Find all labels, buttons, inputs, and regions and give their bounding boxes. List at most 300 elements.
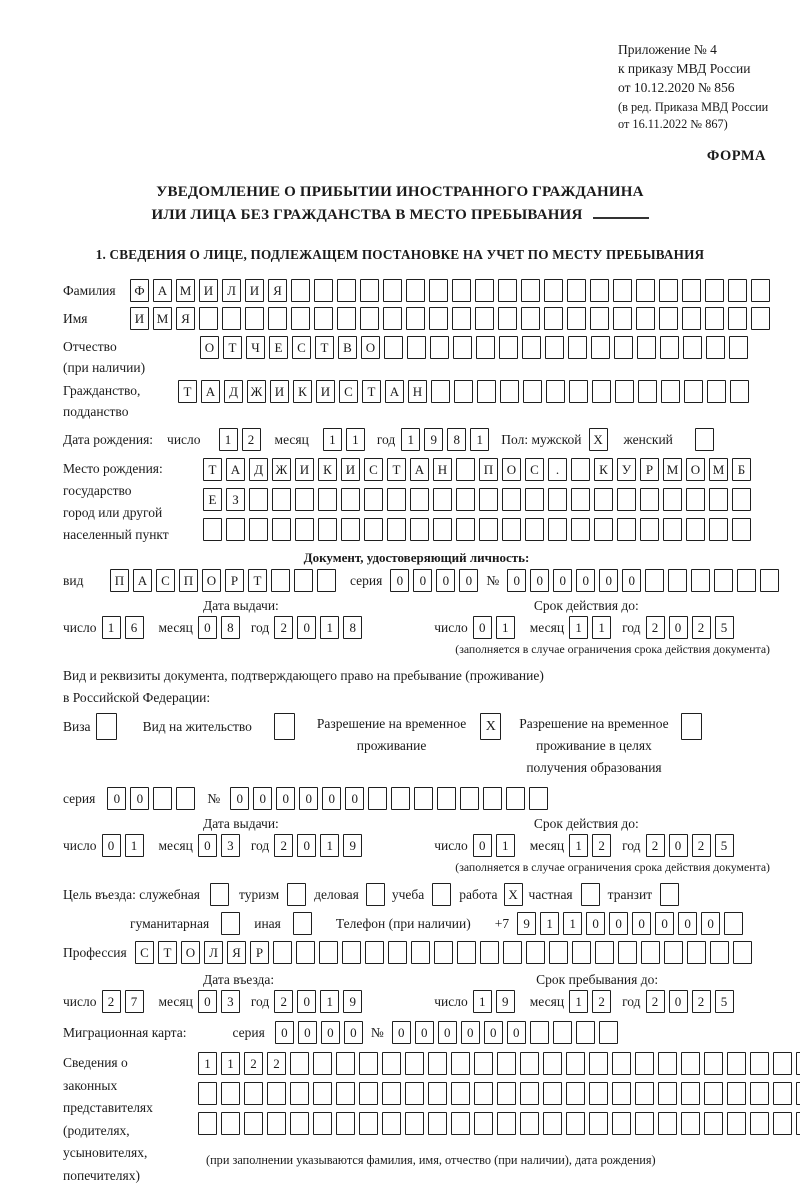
form-cell[interactable] <box>686 488 705 511</box>
form-cell[interactable] <box>290 1082 309 1105</box>
form-cell[interactable]: С <box>156 569 175 592</box>
form-cell[interactable]: О <box>202 569 221 592</box>
checkbox-cell[interactable] <box>274 713 295 740</box>
form-cell[interactable]: 0 <box>669 834 688 857</box>
form-cell[interactable] <box>290 1112 309 1135</box>
form-cell[interactable]: 0 <box>392 1021 411 1044</box>
form-cell[interactable] <box>750 1112 769 1135</box>
form-cell[interactable] <box>502 488 521 511</box>
form-cell[interactable] <box>522 336 541 359</box>
form-cell[interactable] <box>476 336 495 359</box>
form-cell[interactable] <box>198 1082 217 1105</box>
form-cell[interactable] <box>457 941 476 964</box>
form-cell[interactable]: К <box>594 458 613 481</box>
form-cell[interactable]: К <box>293 380 312 403</box>
form-cell[interactable] <box>221 1082 240 1105</box>
form-cell[interactable]: 2 <box>592 834 611 857</box>
form-cell[interactable] <box>451 1052 470 1075</box>
form-cell[interactable] <box>760 569 779 592</box>
form-cell[interactable]: 2 <box>692 990 711 1013</box>
form-cell[interactable] <box>456 488 475 511</box>
form-cell[interactable] <box>433 518 452 541</box>
form-cell[interactable]: Н <box>433 458 452 481</box>
form-cell[interactable] <box>388 941 407 964</box>
form-cell[interactable]: 5 <box>715 616 734 639</box>
form-cell[interactable] <box>615 380 634 403</box>
form-cell[interactable] <box>364 518 383 541</box>
form-cell[interactable] <box>543 1112 562 1135</box>
form-cell[interactable]: 0 <box>459 569 478 592</box>
form-cell[interactable]: 0 <box>701 912 720 935</box>
form-cell[interactable] <box>431 380 450 403</box>
form-cell[interactable] <box>273 941 292 964</box>
form-cell[interactable]: 0 <box>436 569 455 592</box>
form-cell[interactable] <box>704 1052 723 1075</box>
form-cell[interactable]: 8 <box>447 428 466 451</box>
form-cell[interactable] <box>245 307 264 330</box>
form-cell[interactable] <box>336 1082 355 1105</box>
form-cell[interactable] <box>359 1112 378 1135</box>
form-cell[interactable] <box>618 941 637 964</box>
form-cell[interactable] <box>521 307 540 330</box>
form-cell[interactable] <box>750 1052 769 1075</box>
form-cell[interactable] <box>714 569 733 592</box>
form-cell[interactable] <box>567 307 586 330</box>
form-cell[interactable]: 1 <box>323 428 342 451</box>
form-cell[interactable] <box>336 1112 355 1135</box>
form-cell[interactable] <box>709 488 728 511</box>
form-cell[interactable] <box>567 279 586 302</box>
form-cell[interactable]: 0 <box>299 787 318 810</box>
form-cell[interactable] <box>341 488 360 511</box>
form-cell[interactable] <box>686 518 705 541</box>
form-cell[interactable] <box>589 1112 608 1135</box>
form-cell[interactable] <box>198 1112 217 1135</box>
form-cell[interactable]: П <box>110 569 129 592</box>
form-cell[interactable]: 0 <box>322 787 341 810</box>
form-cell[interactable]: П <box>479 458 498 481</box>
form-cell[interactable]: Д <box>249 458 268 481</box>
form-cell[interactable] <box>365 941 384 964</box>
form-cell[interactable]: 0 <box>230 787 249 810</box>
form-cell[interactable] <box>383 279 402 302</box>
form-cell[interactable] <box>733 941 752 964</box>
form-cell[interactable] <box>499 336 518 359</box>
form-cell[interactable]: 0 <box>321 1021 340 1044</box>
form-cell[interactable]: 2 <box>244 1052 263 1075</box>
form-cell[interactable] <box>637 336 656 359</box>
form-cell[interactable] <box>545 336 564 359</box>
form-cell[interactable]: О <box>181 941 200 964</box>
form-cell[interactable] <box>498 279 517 302</box>
form-cell[interactable]: 2 <box>274 990 293 1013</box>
form-cell[interactable] <box>456 518 475 541</box>
form-cell[interactable] <box>452 307 471 330</box>
form-cell[interactable]: 1 <box>198 1052 217 1075</box>
form-cell[interactable]: 0 <box>297 616 316 639</box>
form-cell[interactable]: С <box>364 458 383 481</box>
form-cell[interactable] <box>456 458 475 481</box>
form-cell[interactable]: Ж <box>247 380 266 403</box>
form-cell[interactable] <box>520 1082 539 1105</box>
form-cell[interactable] <box>683 336 702 359</box>
form-cell[interactable] <box>659 307 678 330</box>
form-cell[interactable] <box>405 1052 424 1075</box>
form-cell[interactable] <box>318 518 337 541</box>
form-cell[interactable]: О <box>361 336 380 359</box>
form-cell[interactable] <box>483 787 502 810</box>
form-cell[interactable] <box>569 380 588 403</box>
form-cell[interactable]: И <box>295 458 314 481</box>
form-cell[interactable] <box>244 1082 263 1105</box>
form-cell[interactable]: 0 <box>390 569 409 592</box>
form-cell[interactable]: 2 <box>692 616 711 639</box>
form-cell[interactable] <box>613 279 632 302</box>
checkbox-cell[interactable] <box>366 883 385 906</box>
form-cell[interactable]: У <box>617 458 636 481</box>
form-cell[interactable] <box>382 1112 401 1135</box>
form-cell[interactable]: 2 <box>646 834 665 857</box>
form-cell[interactable] <box>368 787 387 810</box>
form-cell[interactable] <box>405 1112 424 1135</box>
form-cell[interactable] <box>475 279 494 302</box>
form-cell[interactable]: 1 <box>401 428 420 451</box>
form-cell[interactable] <box>704 1082 723 1105</box>
form-cell[interactable] <box>497 1082 516 1105</box>
form-cell[interactable] <box>710 941 729 964</box>
form-cell[interactable] <box>661 380 680 403</box>
form-cell[interactable]: 0 <box>622 569 641 592</box>
form-cell[interactable] <box>612 1112 631 1135</box>
form-cell[interactable]: Р <box>225 569 244 592</box>
form-cell[interactable] <box>590 307 609 330</box>
form-cell[interactable]: 1 <box>569 834 588 857</box>
form-cell[interactable] <box>681 1112 700 1135</box>
form-cell[interactable]: 0 <box>297 990 316 1013</box>
form-cell[interactable] <box>271 569 290 592</box>
form-cell[interactable] <box>359 1052 378 1075</box>
form-cell[interactable]: 1 <box>470 428 489 451</box>
form-cell[interactable]: 1 <box>496 616 515 639</box>
form-cell[interactable] <box>553 1021 572 1044</box>
form-cell[interactable] <box>521 279 540 302</box>
form-cell[interactable] <box>296 941 315 964</box>
form-cell[interactable] <box>571 458 590 481</box>
form-cell[interactable] <box>750 1082 769 1105</box>
form-cell[interactable]: Л <box>222 279 241 302</box>
form-cell[interactable]: 2 <box>592 990 611 1013</box>
form-cell[interactable] <box>566 1082 585 1105</box>
form-cell[interactable] <box>548 488 567 511</box>
form-cell[interactable]: 0 <box>484 1021 503 1044</box>
form-cell[interactable] <box>592 380 611 403</box>
form-cell[interactable] <box>313 1052 332 1075</box>
form-cell[interactable] <box>295 518 314 541</box>
form-cell[interactable]: М <box>709 458 728 481</box>
form-cell[interactable]: И <box>245 279 264 302</box>
form-cell[interactable] <box>691 569 710 592</box>
form-cell[interactable]: Р <box>640 458 659 481</box>
form-cell[interactable] <box>360 307 379 330</box>
checkbox-cell[interactable] <box>293 912 312 935</box>
form-cell[interactable]: А <box>153 279 172 302</box>
form-cell[interactable] <box>530 1021 549 1044</box>
form-cell[interactable]: 1 <box>473 990 492 1013</box>
form-cell[interactable]: 0 <box>599 569 618 592</box>
form-cell[interactable] <box>546 380 565 403</box>
form-cell[interactable]: Е <box>203 488 222 511</box>
form-cell[interactable]: С <box>339 380 358 403</box>
form-cell[interactable] <box>645 569 664 592</box>
form-cell[interactable] <box>612 1082 631 1105</box>
form-cell[interactable]: 1 <box>102 616 121 639</box>
form-cell[interactable] <box>681 1082 700 1105</box>
form-cell[interactable]: Я <box>268 279 287 302</box>
form-cell[interactable]: 1 <box>563 912 582 935</box>
form-cell[interactable]: М <box>153 307 172 330</box>
form-cell[interactable] <box>318 488 337 511</box>
form-cell[interactable] <box>337 279 356 302</box>
form-cell[interactable]: 8 <box>221 616 240 639</box>
form-cell[interactable]: 0 <box>473 616 492 639</box>
form-cell[interactable] <box>295 488 314 511</box>
form-cell[interactable] <box>336 1052 355 1075</box>
form-cell[interactable]: Р <box>250 941 269 964</box>
form-cell[interactable]: А <box>226 458 245 481</box>
form-cell[interactable] <box>707 380 726 403</box>
form-cell[interactable]: 0 <box>107 787 126 810</box>
form-cell[interactable]: Т <box>248 569 267 592</box>
form-cell[interactable]: 1 <box>221 1052 240 1075</box>
form-cell[interactable] <box>506 787 525 810</box>
form-cell[interactable]: 1 <box>320 616 339 639</box>
form-cell[interactable] <box>663 518 682 541</box>
form-cell[interactable] <box>705 279 724 302</box>
form-cell[interactable]: 0 <box>253 787 272 810</box>
form-cell[interactable]: О <box>502 458 521 481</box>
form-cell[interactable]: В <box>338 336 357 359</box>
form-cell[interactable]: Ф <box>130 279 149 302</box>
form-cell[interactable]: Н <box>408 380 427 403</box>
form-cell[interactable]: 5 <box>715 834 734 857</box>
checkbox-cell[interactable] <box>221 912 240 935</box>
form-cell[interactable] <box>337 307 356 330</box>
form-cell[interactable] <box>727 1052 746 1075</box>
form-cell[interactable] <box>267 1112 286 1135</box>
form-cell[interactable] <box>453 336 472 359</box>
form-cell[interactable]: 1 <box>569 990 588 1013</box>
form-cell[interactable]: М <box>663 458 682 481</box>
form-cell[interactable] <box>294 569 313 592</box>
checkbox-cell[interactable]: X <box>504 883 523 906</box>
form-cell[interactable] <box>474 1082 493 1105</box>
form-cell[interactable] <box>272 488 291 511</box>
form-cell[interactable]: Т <box>315 336 334 359</box>
form-cell[interactable]: Т <box>223 336 242 359</box>
form-cell[interactable] <box>383 307 402 330</box>
form-cell[interactable] <box>636 307 655 330</box>
form-cell[interactable] <box>479 488 498 511</box>
form-cell[interactable] <box>411 941 430 964</box>
form-cell[interactable]: 0 <box>553 569 572 592</box>
form-cell[interactable]: 0 <box>655 912 674 935</box>
form-cell[interactable]: 0 <box>102 834 121 857</box>
form-cell[interactable] <box>638 380 657 403</box>
form-cell[interactable] <box>410 488 429 511</box>
form-cell[interactable] <box>635 1082 654 1105</box>
form-cell[interactable]: 0 <box>507 1021 526 1044</box>
form-cell[interactable]: 1 <box>540 912 559 935</box>
form-cell[interactable] <box>640 488 659 511</box>
form-cell[interactable] <box>291 307 310 330</box>
form-cell[interactable] <box>617 518 636 541</box>
form-cell[interactable] <box>658 1112 677 1135</box>
form-cell[interactable]: 2 <box>646 990 665 1013</box>
form-cell[interactable]: 3 <box>221 834 240 857</box>
form-cell[interactable] <box>566 1052 585 1075</box>
form-cell[interactable] <box>687 941 706 964</box>
form-cell[interactable] <box>290 1052 309 1075</box>
form-cell[interactable] <box>317 569 336 592</box>
form-cell[interactable] <box>342 941 361 964</box>
form-cell[interactable] <box>314 279 333 302</box>
form-cell[interactable] <box>704 1112 723 1135</box>
form-cell[interactable] <box>684 380 703 403</box>
form-cell[interactable] <box>599 1021 618 1044</box>
form-cell[interactable]: И <box>270 380 289 403</box>
form-cell[interactable]: 1 <box>125 834 144 857</box>
form-cell[interactable] <box>405 1082 424 1105</box>
form-cell[interactable]: А <box>385 380 404 403</box>
form-cell[interactable] <box>728 307 747 330</box>
form-cell[interactable] <box>773 1052 792 1075</box>
form-cell[interactable] <box>571 488 590 511</box>
form-cell[interactable]: 0 <box>413 569 432 592</box>
form-cell[interactable] <box>613 307 632 330</box>
form-cell[interactable] <box>705 307 724 330</box>
form-cell[interactable] <box>244 1112 263 1135</box>
form-cell[interactable] <box>590 279 609 302</box>
form-cell[interactable]: 0 <box>438 1021 457 1044</box>
form-cell[interactable] <box>796 1082 800 1105</box>
form-cell[interactable] <box>664 941 683 964</box>
form-cell[interactable] <box>732 518 751 541</box>
form-cell[interactable] <box>566 1112 585 1135</box>
form-cell[interactable] <box>313 1112 332 1135</box>
form-cell[interactable] <box>454 380 473 403</box>
form-cell[interactable] <box>268 307 287 330</box>
form-cell[interactable] <box>727 1082 746 1105</box>
form-cell[interactable] <box>502 518 521 541</box>
form-cell[interactable] <box>387 518 406 541</box>
form-cell[interactable]: 0 <box>632 912 651 935</box>
form-cell[interactable] <box>529 787 548 810</box>
form-cell[interactable]: Ч <box>246 336 265 359</box>
form-cell[interactable]: 5 <box>715 990 734 1013</box>
form-cell[interactable] <box>796 1112 800 1135</box>
form-cell[interactable]: 2 <box>274 616 293 639</box>
form-cell[interactable] <box>291 279 310 302</box>
form-cell[interactable] <box>737 569 756 592</box>
form-cell[interactable] <box>709 518 728 541</box>
form-cell[interactable] <box>410 518 429 541</box>
form-cell[interactable] <box>503 941 522 964</box>
form-cell[interactable] <box>543 1082 562 1105</box>
checkbox-cell[interactable] <box>681 713 702 740</box>
form-cell[interactable]: 9 <box>496 990 515 1013</box>
form-cell[interactable] <box>525 518 544 541</box>
form-cell[interactable] <box>407 336 426 359</box>
form-cell[interactable]: 0 <box>130 787 149 810</box>
form-cell[interactable]: О <box>686 458 705 481</box>
form-cell[interactable]: 2 <box>102 990 121 1013</box>
form-cell[interactable] <box>706 336 725 359</box>
form-cell[interactable] <box>384 336 403 359</box>
form-cell[interactable]: Т <box>158 941 177 964</box>
form-cell[interactable]: И <box>316 380 335 403</box>
form-cell[interactable] <box>682 279 701 302</box>
form-cell[interactable]: А <box>133 569 152 592</box>
form-cell[interactable] <box>635 1052 654 1075</box>
form-cell[interactable]: П <box>179 569 198 592</box>
form-cell[interactable]: О <box>200 336 219 359</box>
form-cell[interactable] <box>663 488 682 511</box>
form-cell[interactable]: 3 <box>221 990 240 1013</box>
form-cell[interactable] <box>525 488 544 511</box>
form-cell[interactable] <box>272 518 291 541</box>
form-cell[interactable] <box>612 1052 631 1075</box>
form-cell[interactable] <box>548 518 567 541</box>
form-cell[interactable]: 0 <box>198 990 217 1013</box>
form-cell[interactable] <box>591 336 610 359</box>
form-cell[interactable] <box>576 1021 595 1044</box>
form-cell[interactable]: . <box>548 458 567 481</box>
form-cell[interactable] <box>226 518 245 541</box>
form-cell[interactable]: 0 <box>276 787 295 810</box>
form-cell[interactable]: 0 <box>415 1021 434 1044</box>
form-cell[interactable] <box>414 787 433 810</box>
form-cell[interactable]: С <box>292 336 311 359</box>
form-cell[interactable] <box>497 1112 516 1135</box>
form-cell[interactable]: И <box>341 458 360 481</box>
form-cell[interactable]: И <box>130 307 149 330</box>
form-cell[interactable]: 0 <box>461 1021 480 1044</box>
form-cell[interactable]: 0 <box>275 1021 294 1044</box>
form-cell[interactable] <box>796 1052 800 1075</box>
form-cell[interactable] <box>520 1052 539 1075</box>
form-cell[interactable]: Т <box>178 380 197 403</box>
form-cell[interactable] <box>428 1052 447 1075</box>
form-cell[interactable]: 1 <box>320 834 339 857</box>
form-cell[interactable] <box>500 380 519 403</box>
form-cell[interactable] <box>614 336 633 359</box>
checkbox-cell[interactable] <box>210 883 229 906</box>
form-cell[interactable] <box>382 1082 401 1105</box>
checkbox-cell[interactable] <box>695 428 714 451</box>
form-cell[interactable] <box>430 336 449 359</box>
form-cell[interactable] <box>773 1112 792 1135</box>
form-cell[interactable] <box>359 1082 378 1105</box>
form-cell[interactable]: 0 <box>669 616 688 639</box>
form-cell[interactable] <box>387 488 406 511</box>
form-cell[interactable] <box>313 1082 332 1105</box>
form-cell[interactable] <box>640 518 659 541</box>
form-cell[interactable] <box>360 279 379 302</box>
form-cell[interactable] <box>659 279 678 302</box>
form-cell[interactable] <box>658 1082 677 1105</box>
form-cell[interactable] <box>571 518 590 541</box>
form-cell[interactable] <box>729 336 748 359</box>
